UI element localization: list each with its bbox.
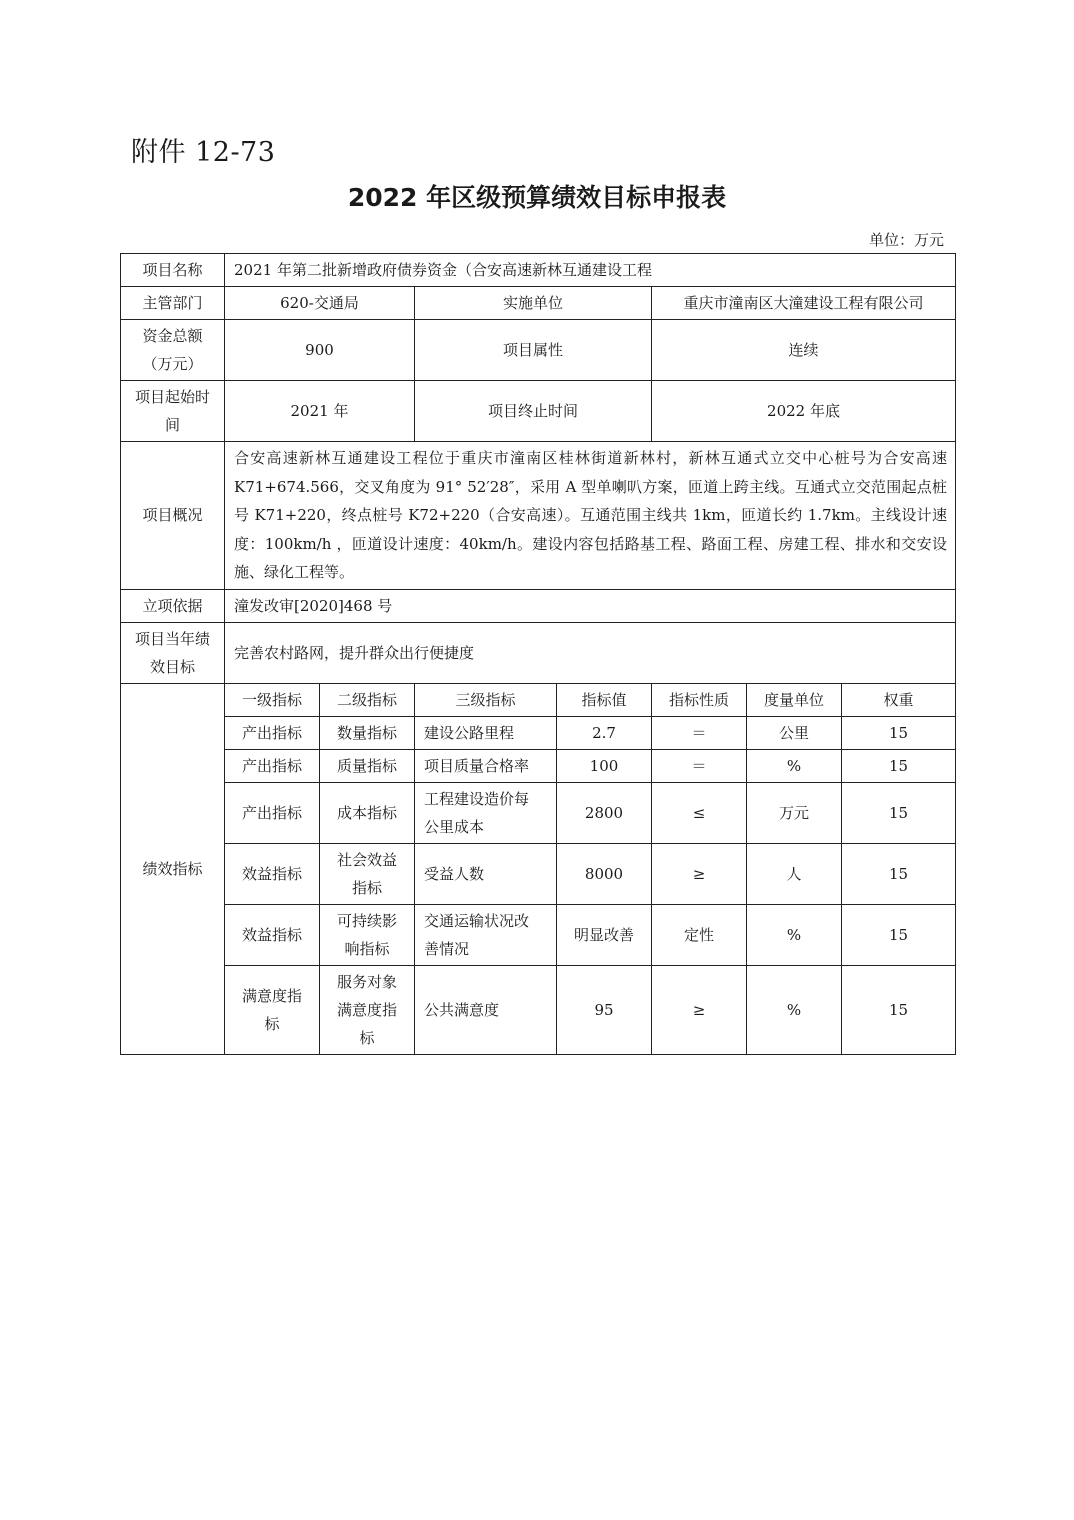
indicator-level2 bbox=[320, 749, 415, 782]
header-value: 指标值 bbox=[557, 683, 652, 716]
level3-line: 公里成本 bbox=[424, 817, 485, 836]
indicator-unit: % bbox=[747, 904, 842, 965]
indicator-unit: % bbox=[747, 749, 842, 782]
indicator-value: 2800 bbox=[557, 782, 652, 843]
level2-line: 标 bbox=[359, 1028, 375, 1047]
project-name-value: 2021 年第二批新增政府债券资金（合安高速新林互通建设工程 bbox=[225, 254, 956, 287]
indicator-level3 bbox=[415, 782, 557, 843]
indicator-level2 bbox=[320, 782, 415, 843]
level1-line: 产出指标 bbox=[241, 756, 302, 775]
indicator-level2 bbox=[320, 716, 415, 749]
level3-line: 交通运输状况改 bbox=[424, 911, 530, 930]
level3-line: 受益人数 bbox=[424, 864, 485, 883]
fund-total-label bbox=[121, 320, 225, 381]
indicator-value: 8000 bbox=[557, 843, 652, 904]
document-title: 2022 年区级预算绩效目标申报表 bbox=[347, 183, 727, 212]
header-level2: 二级指标 bbox=[320, 683, 415, 716]
level1-line: 效益指标 bbox=[241, 864, 302, 883]
indicator-level2 bbox=[320, 904, 415, 965]
indicator-weight: 15 bbox=[842, 716, 956, 749]
start-time-label-line1: 项目起始时 bbox=[134, 388, 210, 406]
header-level3: 三级指标 bbox=[415, 683, 557, 716]
budget-target-table bbox=[120, 253, 956, 1055]
fund-total-label-line1: 资金总额 bbox=[142, 327, 203, 345]
basis-value: 潼发改审[2020]468 号 bbox=[225, 589, 956, 622]
indicators-section-label: 绩效指标 bbox=[121, 683, 225, 1054]
header-unit: 度量单位 bbox=[747, 683, 842, 716]
indicator-weight: 15 bbox=[842, 904, 956, 965]
indicator-weight: 15 bbox=[842, 965, 956, 1054]
fund-total-value: 900 bbox=[225, 320, 415, 381]
indicator-nature: ≥ bbox=[652, 843, 747, 904]
fund-total-label-line2: （万元） bbox=[142, 355, 203, 373]
indicator-level1 bbox=[225, 716, 320, 749]
annual-goal-value: 完善农村路网，提升群众出行便捷度 bbox=[225, 622, 956, 683]
indicator-level1 bbox=[225, 843, 320, 904]
header-weight: 权重 bbox=[842, 683, 956, 716]
level2-line: 社会效益 bbox=[336, 850, 397, 869]
start-time-label bbox=[121, 381, 225, 442]
level3-line: 项目质量合格率 bbox=[424, 756, 530, 775]
indicator-row bbox=[121, 749, 956, 782]
indicator-nature: ＝ bbox=[652, 749, 747, 782]
project-name-label: 项目名称 bbox=[121, 254, 225, 287]
indicator-level3 bbox=[415, 716, 557, 749]
attachment-label: 附件 12-73 bbox=[131, 137, 276, 168]
level2-line: 成本指标 bbox=[336, 803, 397, 822]
level3-line: 工程建设造价每 bbox=[424, 789, 530, 808]
level1-line: 产出指标 bbox=[241, 723, 302, 742]
indicator-level3 bbox=[415, 965, 557, 1054]
indicator-unit: 人 bbox=[747, 843, 842, 904]
level1-line: 效益指标 bbox=[241, 925, 302, 944]
level3-line: 建设公路里程 bbox=[424, 723, 515, 742]
level1-line: 标 bbox=[264, 1014, 280, 1033]
indicator-nature: ≥ bbox=[652, 965, 747, 1054]
department-value: 620-交通局 bbox=[225, 287, 415, 320]
indicator-nature: ≤ bbox=[652, 782, 747, 843]
header-nature: 指标性质 bbox=[652, 683, 747, 716]
indicator-unit: % bbox=[747, 965, 842, 1054]
indicator-row bbox=[121, 782, 956, 843]
unit-note: 单位：万元 bbox=[868, 231, 944, 249]
level2-line: 服务对象 bbox=[336, 972, 397, 991]
indicator-row bbox=[121, 904, 956, 965]
annual-goal-label-line1: 项目当年绩 bbox=[134, 629, 210, 648]
end-time-label: 项目终止时间 bbox=[415, 381, 652, 442]
level3-line: 善情况 bbox=[424, 939, 470, 958]
indicator-level3 bbox=[415, 843, 557, 904]
annual-goal-label bbox=[121, 622, 225, 683]
indicator-weight: 15 bbox=[842, 782, 956, 843]
indicator-unit: 公里 bbox=[747, 716, 842, 749]
summary-value: 合安高速新林互通建设工程位于重庆市潼南区桂林街道新林村，新林互通式立交中心桩号为合安高速 K71+674.566，交叉角度为 91° 52′28″，采用 A 型单喇叭方案，匝道上跨主线。互通式立交范围起点桩号 K71+220，终点桩号 K72+220（合安高速）。互通范围主线共 1km，匝道长约 1.7km。主线设计速度：100km/h ，匝道设计速度：40km/h。建设内容包括路基工程、路面工程、房建工程、排水和交安设施、绿化工程等。 bbox=[225, 442, 956, 590]
indicator-level2 bbox=[320, 965, 415, 1054]
indicator-nature: 定性 bbox=[652, 904, 747, 965]
indicator-level2 bbox=[320, 843, 415, 904]
indicator-row bbox=[121, 965, 956, 1054]
start-time-value: 2021 年 bbox=[225, 381, 415, 442]
level2-line: 响指标 bbox=[344, 939, 390, 958]
indicator-level3 bbox=[415, 749, 557, 782]
indicator-level1 bbox=[225, 965, 320, 1054]
indicator-level1 bbox=[225, 749, 320, 782]
indicator-nature: ＝ bbox=[652, 716, 747, 749]
indicator-value: 明显改善 bbox=[557, 904, 652, 965]
summary-label: 项目概况 bbox=[121, 442, 225, 590]
basis-label: 立项依据 bbox=[121, 589, 225, 622]
level2-line: 数量指标 bbox=[336, 723, 397, 742]
indicator-weight: 15 bbox=[842, 843, 956, 904]
level1-line: 产出指标 bbox=[241, 803, 302, 822]
indicator-unit: 万元 bbox=[747, 782, 842, 843]
attribute-value: 连续 bbox=[652, 320, 956, 381]
header-level1: 一级指标 bbox=[225, 683, 320, 716]
level2-line: 指标 bbox=[351, 878, 382, 897]
department-label: 主管部门 bbox=[121, 287, 225, 320]
level3-line: 公共满意度 bbox=[424, 1000, 500, 1019]
annual-goal-label-line2: 效目标 bbox=[149, 657, 195, 676]
indicator-level3 bbox=[415, 904, 557, 965]
attribute-label: 项目属性 bbox=[415, 320, 652, 381]
indicator-row bbox=[121, 716, 956, 749]
indicator-level1 bbox=[225, 782, 320, 843]
indicator-level1 bbox=[225, 904, 320, 965]
indicator-value: 2.7 bbox=[557, 716, 652, 749]
end-time-value: 2022 年底 bbox=[652, 381, 956, 442]
level2-line: 质量指标 bbox=[336, 756, 397, 775]
indicator-row bbox=[121, 843, 956, 904]
implementer-value: 重庆市潼南区大潼建设工程有限公司 bbox=[652, 287, 956, 320]
indicator-value: 100 bbox=[557, 749, 652, 782]
start-time-label-line2: 间 bbox=[164, 416, 180, 434]
implementer-label: 实施单位 bbox=[415, 287, 652, 320]
level2-line: 可持续影 bbox=[336, 911, 397, 930]
level2-line: 满意度指 bbox=[336, 1000, 397, 1019]
indicator-weight: 15 bbox=[842, 749, 956, 782]
level1-line: 满意度指 bbox=[241, 986, 302, 1005]
indicator-value: 95 bbox=[557, 965, 652, 1054]
